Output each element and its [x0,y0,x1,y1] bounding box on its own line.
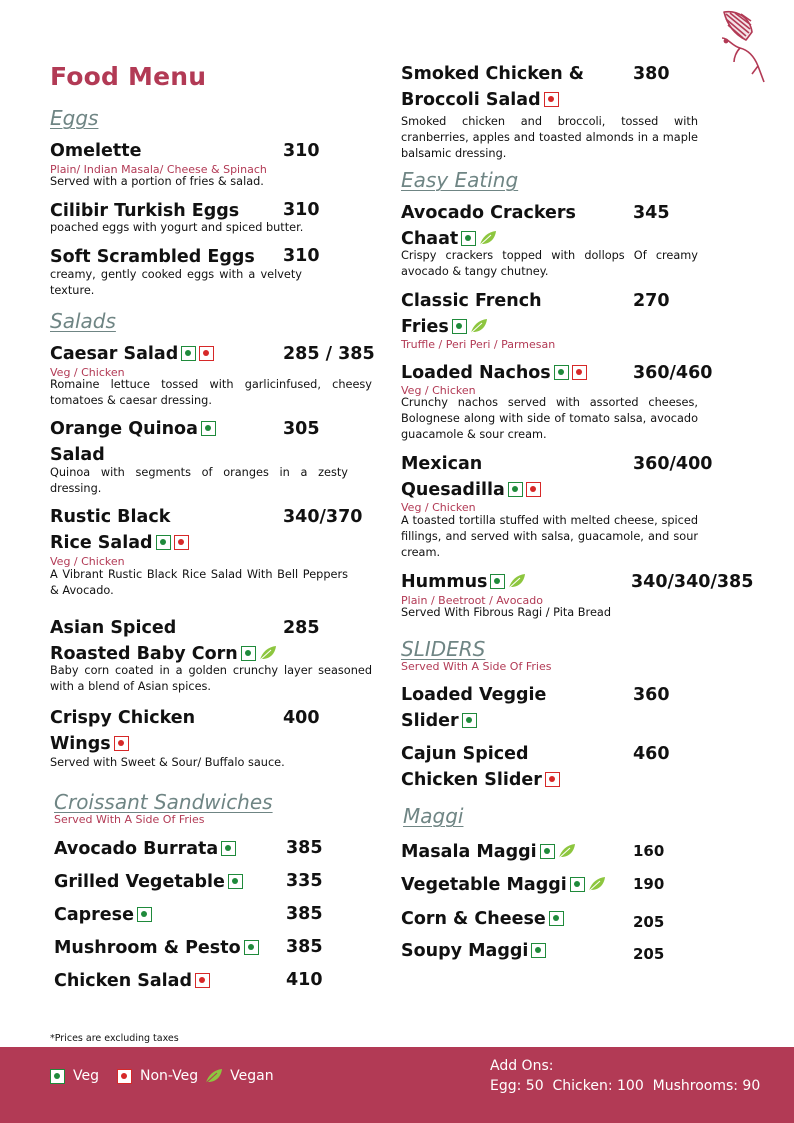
veg-icon [549,911,564,926]
legend-veg-label: Veg [73,1068,99,1084]
item-description: Romaine lettuce tossed with garlicinfused, cheesy tomatoes & caesar dressing. [50,378,372,407]
item-description: Baby corn coated in a golden crunchy layer seasoned with a blend of Asian spices. [50,664,372,693]
legend-vegan-label: Vegan [230,1068,274,1084]
item-name: Masala Maggi [401,839,576,865]
item-name: Crispy Chicken Wings [50,708,196,754]
veg-icon [137,907,152,922]
page-title: Food Menu [50,62,207,91]
item-name: Corn & Cheese [401,906,564,932]
add-ons-title: Add Ons: [490,1058,554,1074]
item-price: 285 / 385 [283,344,375,364]
item-name: Avocado Burrata [54,836,236,862]
item-price: 270 [633,291,670,311]
add-ons-prices: Egg: 50 Chicken: 100 Mushrooms: 90 [490,1078,761,1094]
nonveg-icon [526,482,541,497]
veg-icon [201,421,216,436]
veg-icon [244,940,259,955]
item-description: Smoked chicken and broccoli, tossed with cranberries, apples and toasted almonds in a maple balsamic dressing. [401,115,698,160]
item-description: Served with Sweet & Sour/ Buffalo sauce. [50,756,285,769]
nonveg-icon [114,736,129,751]
leaf-icon [204,1068,224,1084]
item-name: Cilibir Turkish Eggs [50,201,240,221]
item-name: Smoked Chicken & Broccoli Salad [401,64,585,110]
item-price: 460 [633,744,670,764]
legend-nonveg-label: Non-Veg [140,1068,199,1084]
item-price: 205 [633,913,665,931]
item-name: Cajun Spiced Chicken Slider [401,741,560,793]
nonveg-icon [572,365,587,380]
item-name: Loaded Veggie Slider [401,685,547,731]
section-easy-eating: Easy Eating [401,168,519,192]
item-name: Caesar Salad [50,341,214,367]
veg-icon [462,713,477,728]
tax-note: *Prices are excluding taxes [50,1033,179,1044]
veg-icon [508,482,523,497]
section-croissant: Croissant Sandwiches [54,790,273,814]
item-price: 360/460 [633,363,713,383]
veg-icon [554,365,569,380]
item-variant: Veg / Chicken [50,555,125,568]
item-description: A toasted tortilla stuffed with melted cheese, spiced fillings, and served with salsa, guacamole, and sour cream. [401,514,698,559]
item-price: 380 [633,64,670,84]
item-variant: Veg / Chicken [50,366,125,379]
item-name: Mushroom & Pesto [54,935,259,961]
veg-icon [228,874,243,889]
item-description: Served with a portion of fries & salad. [50,175,264,188]
veg-icon [156,535,171,550]
item-name: Grilled Vegetable [54,869,243,895]
item-price: 305 [283,419,320,439]
veg-icon [181,346,196,361]
veg-icon [570,877,585,892]
section-sliders: SLIDERS [401,637,486,661]
nonveg-icon [544,92,559,107]
item-price: 285 [283,618,320,638]
item-price: 410 [286,970,323,990]
item-name: Rustic Black Rice Salad [50,504,189,556]
nonveg-icon [117,1069,132,1084]
bird-logo-icon [716,8,768,86]
item-price: 360/400 [633,454,713,474]
item-description: Quinoa with segments of oranges in a zesty dressing. [50,466,348,495]
veg-icon [540,844,555,859]
leaf-icon [470,318,488,334]
item-price: 205 [633,945,665,963]
veg-icon [452,319,467,334]
legend [50,1068,274,1084]
item-variant: Veg / Chicken [401,501,476,514]
item-price: 340/370 [283,507,363,527]
item-description: creamy, gently cooked eggs with a velvety texture. [50,268,302,297]
item-price: 340/340/385 [631,572,754,592]
item-price: 160 [633,842,665,860]
item-variant: Veg / Chicken [401,384,476,397]
veg-icon [490,574,505,589]
leaf-icon [558,843,576,859]
item-variant: Truffle / Peri Peri / Parmesan [401,338,556,351]
item-name: Vegetable Maggi [401,872,606,898]
section-eggs: Eggs [50,106,99,130]
item-price: 400 [283,708,320,728]
item-price: 385 [286,937,323,957]
item-name: Avocado Crackers Chaat [401,203,576,249]
veg-icon [50,1069,65,1084]
item-variant: Plain/ Indian Masala/ Cheese & Spinach [50,163,267,176]
leaf-icon [508,573,526,589]
section-salads: Salads [50,309,116,333]
item-variant: Plain / Beetroot / Avocado [401,594,543,607]
item-price: 335 [286,871,323,891]
item-price: 310 [283,246,320,266]
item-price: 385 [286,838,323,858]
item-description: poached eggs with yogurt and spiced butter. [50,221,304,234]
item-price: 360 [633,685,670,705]
section-subtitle: Served With A Side Of Fries [401,660,552,673]
item-name: Loaded Nachos [401,360,587,386]
nonveg-icon [174,535,189,550]
leaf-icon [588,876,606,892]
veg-icon [221,841,236,856]
add-ons [490,1056,760,1096]
item-price: 190 [633,875,665,893]
item-price: 345 [633,203,670,223]
nonveg-icon [199,346,214,361]
section-maggi: Maggi [403,804,464,828]
item-price: 310 [283,200,320,220]
item-name: Caprese [54,902,152,928]
veg-icon [531,943,546,958]
nonveg-icon [545,772,560,787]
nonveg-icon [195,973,210,988]
item-name: Asian Spiced Roasted Baby Corn [50,615,277,667]
leaf-icon [259,645,277,661]
item-name: Soupy Maggi [401,938,546,964]
veg-icon [461,231,476,246]
section-subtitle: Served With A Side Of Fries [54,813,205,826]
item-name: Chicken Salad [54,968,210,994]
item-name: Mexican Quesadilla [401,451,541,503]
item-name: Soft Scrambled Eggs [50,247,255,267]
item-description: Served With Fibrous Ragi / Pita Bread [401,606,611,619]
item-name: Orange Quinoa Salad [50,416,216,468]
leaf-icon [479,230,497,246]
item-name: Hummus [401,569,526,595]
item-price: 310 [283,141,320,161]
item-description: Crispy crackers topped with dollops Of creamy avocado & tangy chutney. [401,249,698,278]
item-name: Classic French Fries [401,291,542,337]
item-price: 385 [286,904,323,924]
veg-icon [241,646,256,661]
footer-bar [0,1047,794,1123]
item-name: Omelette [50,141,142,161]
item-description: A Vibrant Rustic Black Rice Salad With Bell Peppers & Avocado. [50,568,348,597]
item-description: Crunchy nachos served with assorted cheeses, Bolognese along with side of tomato salsa, avocado guacamole & sour cream. [401,396,698,441]
